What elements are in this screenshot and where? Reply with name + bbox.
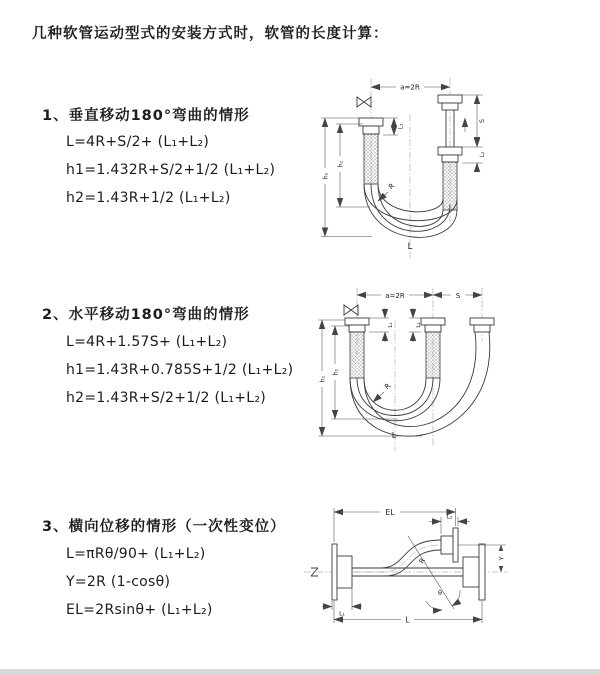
valve-icon bbox=[357, 97, 371, 107]
braided-hose-right bbox=[443, 162, 457, 210]
braided-hose-left bbox=[364, 134, 378, 184]
valve-icon bbox=[344, 305, 358, 315]
dim-label-s: S bbox=[478, 118, 486, 124]
section-1-heading: 1、垂直移动180°弯曲的情形 bbox=[42, 108, 250, 124]
section-3-heading: 3、横向位移的情形（一次性变位） bbox=[42, 519, 286, 535]
braided-hose-left bbox=[350, 332, 364, 378]
dimensions bbox=[318, 291, 482, 441]
section-1-formulas bbox=[66, 128, 275, 212]
section-2-formulas bbox=[66, 328, 293, 412]
dim-label-a2r: a=2R bbox=[400, 83, 420, 92]
section-3-formulas bbox=[66, 540, 213, 624]
formula-line: h1=1.43R+0.785S+1/2 (L₁+L₂) bbox=[66, 362, 294, 378]
scan-edge bbox=[0, 669, 600, 675]
diagram-vertical-180-bend bbox=[312, 72, 524, 270]
dim-label-s: S bbox=[455, 291, 461, 300]
centerlines bbox=[357, 288, 482, 451]
diagram-horizontal-180-bend bbox=[310, 283, 550, 455]
dim-label-r: R bbox=[417, 556, 427, 566]
section-2-heading: 2、水平移动180°弯曲的情形 bbox=[42, 307, 250, 323]
dim-label-h1: h₁ bbox=[319, 375, 327, 383]
dim-label-el: EL bbox=[385, 507, 395, 517]
hose-displaced-top-wall bbox=[352, 540, 441, 568]
dim-label-a2r: a=2R bbox=[385, 291, 405, 300]
dim-label-l1: L₁ bbox=[388, 322, 394, 328]
dim-label-h1: h₁ bbox=[322, 172, 330, 180]
dim-label-l1: L₁ bbox=[397, 123, 405, 130]
formula-line: L=πRθ/90+ (L₁+L₂) bbox=[66, 546, 206, 562]
hose-assembly bbox=[357, 95, 462, 237]
page-title: 几种软管运动型式的安装方式时，软管的长度计算： bbox=[32, 26, 389, 42]
formula-line: h1=1.432R+S/2+1/2 (L₁+L₂) bbox=[66, 162, 276, 178]
formula-line: EL=2Rsinθ+ (L₁+L₂) bbox=[66, 602, 213, 618]
dim-label-theta: θ bbox=[438, 589, 442, 597]
dim-label-l2: L₂ bbox=[416, 322, 422, 328]
dim-label-r: R bbox=[383, 381, 393, 392]
formula-line: L=4R+S/2+ (L₁+L₂) bbox=[66, 134, 210, 150]
braided-hose-middle bbox=[426, 332, 440, 378]
formula-line: L=4R+1.57S+ (L₁+L₂) bbox=[66, 334, 228, 350]
formula-line: h2=1.43R+S/2+1/2 (L₁+L₂) bbox=[66, 390, 267, 406]
dim-label-l2: L₂ bbox=[479, 151, 486, 158]
dim-label-l-total: L bbox=[407, 242, 413, 252]
dimensions bbox=[321, 82, 486, 252]
dim-label-h2: h₂ bbox=[332, 368, 340, 376]
formula-line: Y=2R (1-cosθ) bbox=[66, 574, 171, 590]
dim-label-r: R bbox=[387, 181, 397, 192]
dim-label-l-total: L bbox=[405, 615, 410, 625]
dim-label-l2: L₂ bbox=[446, 513, 453, 521]
dim-label-l-total: L bbox=[391, 431, 397, 440]
dim-label-h2: h₂ bbox=[337, 160, 345, 168]
hose-assembly bbox=[311, 528, 485, 609]
dim-label-l1: L₁ bbox=[339, 610, 345, 618]
diagram-lateral-displacement bbox=[296, 498, 568, 643]
formula-line: h2=1.43R+1/2 (L₁+L₂) bbox=[66, 190, 231, 206]
dim-label-y: Y bbox=[497, 556, 506, 561]
